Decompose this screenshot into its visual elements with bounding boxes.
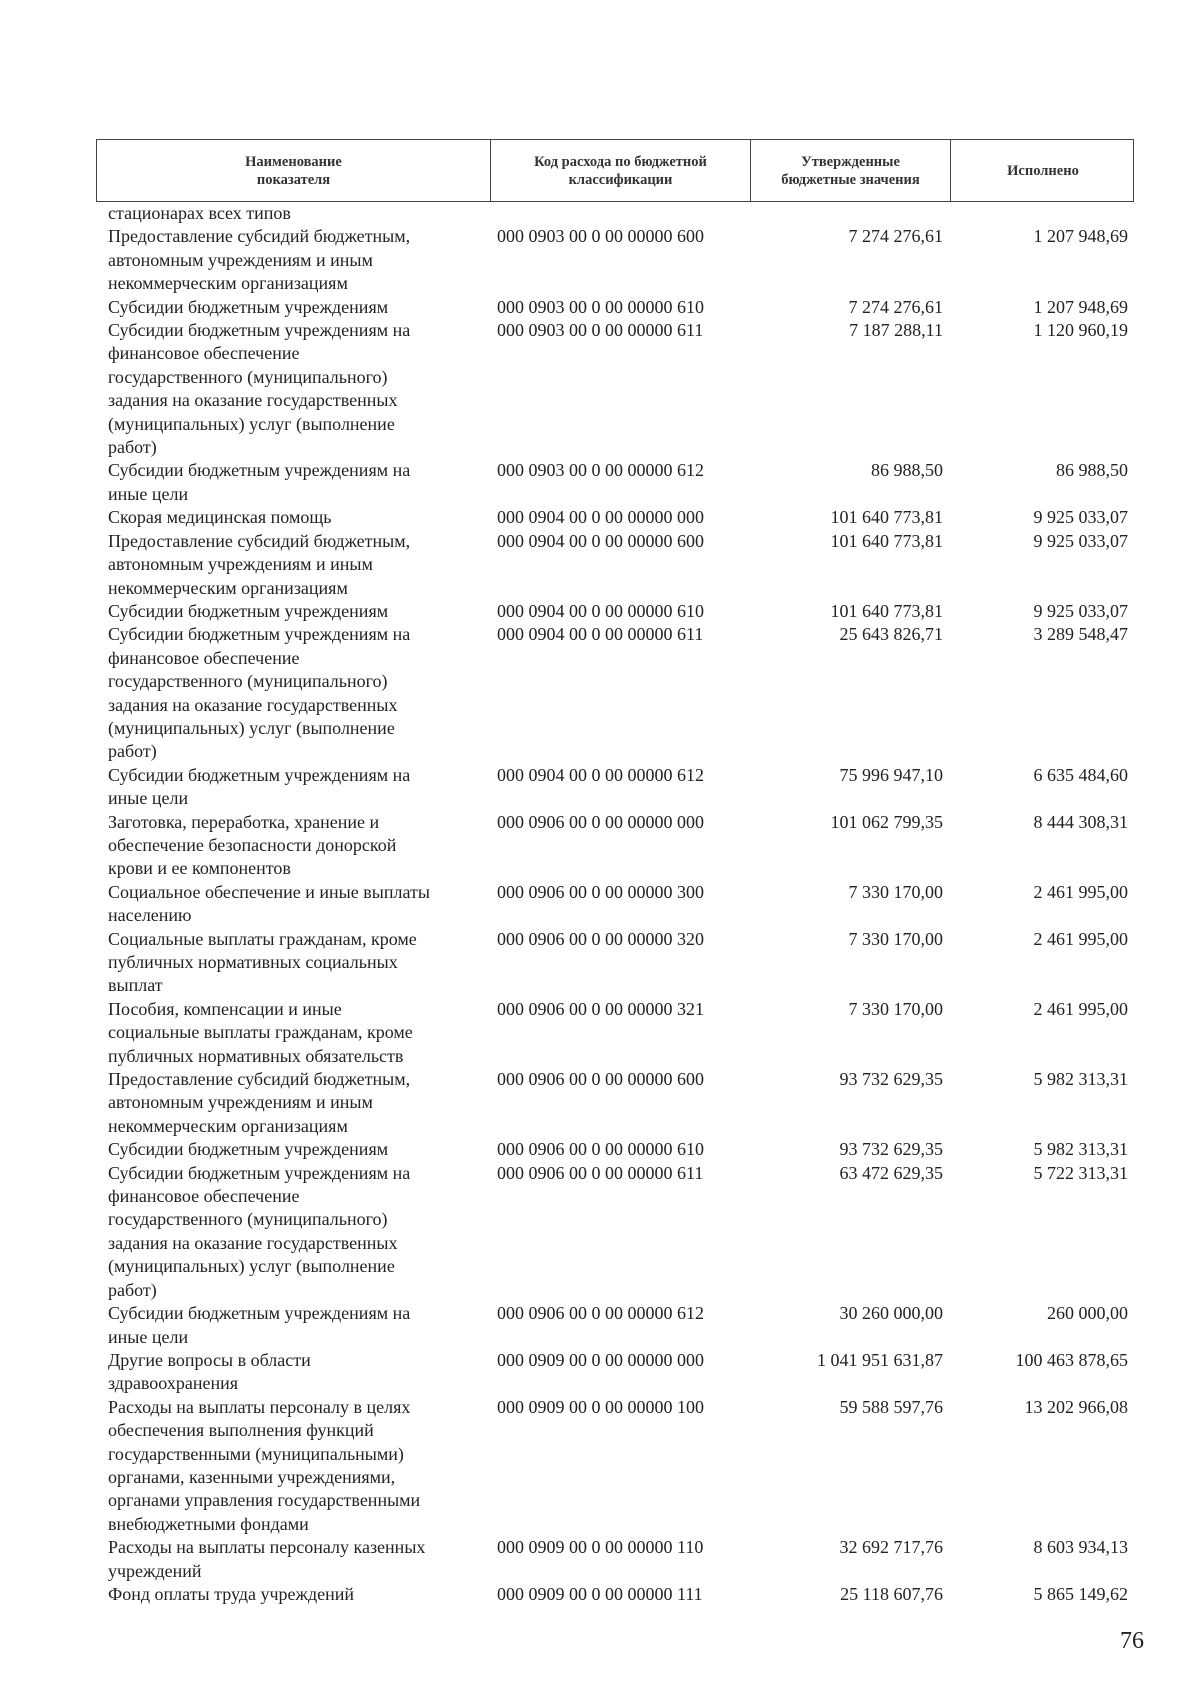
table-row — [96, 1162, 1176, 1302]
table-row — [96, 202, 1176, 225]
row-name-line: обеспечения выполнения функций — [108, 1420, 374, 1441]
row-executed: 1 120 960,19 — [1033, 320, 1128, 341]
row-approved: 7 330 170,00 — [848, 881, 943, 902]
row-code: 000 0904 00 0 00 00000 610 — [497, 600, 704, 621]
row-executed: 2 461 995,00 — [1033, 998, 1128, 1019]
row-name-line: Пособия, компенсации и иные — [108, 998, 342, 1019]
row-approved: 93 732 629,35 — [839, 1069, 943, 1090]
row-approved: 101 640 773,81 — [830, 530, 943, 551]
row-name — [96, 1162, 489, 1302]
row-name-line: Фонд оплаты труда учреждений — [108, 1583, 354, 1604]
table-row — [96, 1536, 1176, 1583]
row-code: 000 0903 00 0 00 00000 610 — [497, 296, 704, 317]
row-name-line: органами управления государственными — [108, 1490, 421, 1511]
header-executed: Исполнено — [950, 140, 1135, 201]
table-row — [96, 1583, 1176, 1606]
row-approved: 101 062 799,35 — [830, 811, 943, 832]
row-name-line: органами, казенными учреждениями, — [108, 1466, 396, 1487]
row-name — [96, 1536, 489, 1583]
row-name-line: финансовое обеспечение — [108, 647, 300, 668]
row-name-line: публичных нормативных обязательств — [108, 1045, 404, 1066]
row-approved: 32 692 717,76 — [839, 1537, 943, 1558]
table-row — [96, 506, 1176, 529]
row-code: 000 0904 00 0 00 00000 611 — [497, 624, 704, 645]
row-code: 000 0904 00 0 00 00000 000 — [497, 507, 704, 528]
row-executed: 9 925 033,07 — [1033, 507, 1128, 528]
row-code: 000 0903 00 0 00 00000 611 — [497, 320, 704, 341]
table-row — [96, 998, 1176, 1068]
row-name-line: Субсидии бюджетным учреждениям на — [108, 320, 411, 341]
row-name-line: задания на оказание государственных — [108, 694, 398, 715]
table-row — [96, 811, 1176, 881]
row-name — [96, 1583, 489, 1606]
row-name-line: Расходы на выплаты персоналу в целях — [108, 1396, 411, 1417]
row-name — [96, 600, 489, 623]
row-name-line: Субсидии бюджетным учреждениям на — [108, 624, 411, 645]
table-row — [96, 600, 1176, 623]
table-row — [96, 459, 1176, 506]
row-name — [96, 623, 489, 763]
table-row — [96, 1138, 1176, 1161]
table-row — [96, 1302, 1176, 1349]
row-name-line: некоммерческим организациям — [108, 1115, 348, 1136]
row-executed: 5 982 313,31 — [1033, 1139, 1128, 1160]
row-name-line: (муниципальных) услуг (выполнение — [108, 413, 395, 434]
row-name-line: государственного (муниципального) — [108, 671, 388, 692]
row-name-line: иные цели — [108, 1326, 189, 1347]
row-name-line: работ) — [108, 1279, 157, 1300]
row-approved: 25 643 826,71 — [839, 624, 943, 645]
row-code: 000 0906 00 0 00 00000 600 — [497, 1069, 704, 1090]
row-name — [96, 1396, 489, 1536]
row-code: 000 0903 00 0 00 00000 600 — [497, 226, 704, 247]
row-name-line: иные цели — [108, 788, 189, 809]
row-executed: 86 988,50 — [1056, 460, 1128, 481]
row-code: 000 0909 00 0 00 00000 111 — [497, 1583, 703, 1604]
row-executed: 5 865 149,62 — [1033, 1583, 1128, 1604]
row-code: 000 0906 00 0 00 00000 320 — [497, 928, 704, 949]
row-name-line: выплат — [108, 975, 163, 996]
row-name-line: социальные выплаты гражданам, кроме — [108, 1022, 413, 1043]
row-name — [96, 764, 489, 811]
row-name-line: Предоставление субсидий бюджетным, — [108, 530, 411, 551]
row-name-line: государственного (муниципального) — [108, 1209, 388, 1230]
row-name — [96, 319, 489, 459]
table-row — [96, 1349, 1176, 1396]
row-name-line: задания на оказание государственных — [108, 390, 398, 411]
row-name-line: Предоставление субсидий бюджетным, — [108, 226, 411, 247]
row-name-line: автономным учреждениям и иным — [108, 554, 373, 575]
row-code — [489, 202, 749, 225]
row-approved: 1 041 951 631,87 — [817, 1349, 943, 1370]
row-name-line: публичных нормативных социальных — [108, 952, 398, 972]
table-body — [96, 202, 1176, 1606]
row-name-line: задания на оказание государственных — [108, 1232, 398, 1253]
row-name-line: Субсидии бюджетным учреждениям на — [108, 764, 411, 785]
row-name-line: крови и ее компонентов — [108, 858, 291, 879]
row-approved: 7 187 288,11 — [849, 320, 943, 341]
row-name-line: Расходы на выплаты персоналу казенных — [108, 1537, 426, 1558]
table-row — [96, 296, 1176, 319]
row-name — [96, 811, 489, 881]
row-code: 000 0906 00 0 00 00000 611 — [497, 1162, 704, 1183]
table-row — [96, 225, 1176, 295]
row-approved: 7 330 170,00 — [848, 998, 943, 1019]
row-name-line: автономным учреждениям и иным — [108, 249, 373, 270]
row-executed: 260 000,00 — [1047, 1303, 1128, 1324]
row-executed: 8 603 934,13 — [1033, 1537, 1128, 1558]
row-approved: 86 988,50 — [871, 460, 943, 481]
row-name — [96, 459, 489, 506]
row-approved: 101 640 773,81 — [830, 600, 943, 621]
row-code: 000 0906 00 0 00 00000 321 — [497, 998, 704, 1019]
row-approved: 93 732 629,35 — [839, 1139, 943, 1160]
row-name — [96, 530, 489, 600]
row-name-line: финансовое обеспечение — [108, 343, 300, 364]
table-row — [96, 881, 1176, 928]
row-executed: 100 463 878,65 — [1015, 1349, 1128, 1370]
row-name-line: финансовое обеспечение — [108, 1186, 300, 1207]
row-code: 000 0903 00 0 00 00000 612 — [497, 460, 704, 481]
row-executed: 13 202 966,08 — [1024, 1396, 1128, 1417]
row-approved: 7 330 170,00 — [848, 928, 943, 949]
row-name-line: внебюджетными фондами — [108, 1513, 309, 1534]
row-name-line: Социальные выплаты гражданам, кроме — [108, 928, 417, 949]
row-executed: 6 635 484,60 — [1033, 764, 1128, 785]
row-name — [96, 881, 489, 928]
row-name-line: некоммерческим организациям — [108, 577, 348, 598]
row-name-line: Субсидии бюджетным учреждениям — [108, 296, 389, 317]
row-name — [96, 506, 489, 529]
row-approved: 30 260 000,00 — [839, 1303, 943, 1324]
row-name-line: Предоставление субсидий бюджетным, — [108, 1069, 411, 1090]
row-executed: 8 444 308,31 — [1033, 811, 1128, 832]
row-code: 000 0904 00 0 00 00000 600 — [497, 530, 704, 551]
row-name-line: Социальное обеспечение и иные выплаты — [108, 881, 430, 902]
row-name — [96, 1068, 489, 1138]
row-code: 000 0906 00 0 00 00000 610 — [497, 1139, 704, 1160]
row-name-line: Заготовка, переработка, хранение и — [108, 811, 380, 832]
row-approved: 7 274 276,61 — [848, 226, 943, 247]
row-code: 000 0904 00 0 00 00000 612 — [497, 764, 704, 785]
row-name-line: (муниципальных) услуг (выполнение — [108, 1256, 395, 1277]
row-name — [96, 928, 489, 998]
row-code: 000 0906 00 0 00 00000 612 — [497, 1303, 704, 1324]
row-name — [96, 225, 489, 295]
table-header — [96, 139, 1134, 202]
row-executed: 5 722 313,31 — [1033, 1162, 1128, 1183]
row-executed: 9 925 033,07 — [1033, 600, 1128, 621]
row-name-line: автономным учреждениям и иным — [108, 1092, 373, 1113]
row-code: 000 0909 00 0 00 00000 100 — [497, 1396, 704, 1417]
row-approved: 25 118 607,76 — [840, 1583, 943, 1604]
row-name-line: иные цели — [108, 483, 189, 504]
row-approved — [749, 202, 949, 225]
row-name-line: здравоохранения — [108, 1373, 239, 1394]
row-name-line: населению — [108, 905, 192, 926]
row-name-line: Субсидии бюджетным учреждениям на — [108, 1303, 411, 1324]
row-name-line: Субсидии бюджетным учреждениям на — [108, 1162, 411, 1183]
table-row — [96, 623, 1176, 763]
row-executed: 1 207 948,69 — [1033, 296, 1128, 317]
row-name — [96, 1138, 489, 1161]
row-approved: 101 640 773,81 — [830, 507, 943, 528]
row-approved: 63 472 629,35 — [839, 1162, 943, 1183]
row-name-line: Субсидии бюджетным учреждениям — [108, 1139, 389, 1160]
table-row — [96, 1068, 1176, 1138]
table-row — [96, 1396, 1176, 1536]
row-executed — [949, 202, 1134, 225]
header-approved: Утвержденные бюджетные значения — [750, 140, 950, 201]
row-name-line: стационарах всех типов — [108, 203, 291, 223]
row-executed: 5 982 313,31 — [1033, 1069, 1128, 1090]
row-approved: 59 588 597,76 — [839, 1396, 943, 1417]
row-code: 000 0906 00 0 00 00000 000 — [497, 811, 704, 832]
table-row — [96, 319, 1176, 459]
row-name-line: некоммерческим организациям — [108, 273, 348, 294]
table-row — [96, 764, 1176, 811]
row-name — [96, 998, 489, 1068]
page-number: 76 — [1120, 1628, 1144, 1654]
row-name — [96, 202, 489, 225]
row-name — [96, 1302, 489, 1349]
row-name-line: государственного (муниципального) — [108, 366, 388, 387]
header-code: Код расхода по бюджетной классификации — [490, 140, 750, 201]
row-approved: 7 274 276,61 — [848, 296, 943, 317]
row-executed: 1 207 948,69 — [1033, 226, 1128, 247]
row-executed: 9 925 033,07 — [1033, 530, 1128, 551]
table-row — [96, 530, 1176, 600]
row-code: 000 0909 00 0 00 00000 000 — [497, 1349, 704, 1370]
row-name-line: работ) — [108, 741, 157, 762]
row-code: 000 0909 00 0 00 00000 110 — [497, 1537, 704, 1558]
row-name-line: государственными (муниципальными) — [108, 1443, 404, 1464]
row-approved: 75 996 947,10 — [839, 764, 943, 785]
row-name — [96, 1349, 489, 1396]
row-executed: 2 461 995,00 — [1033, 928, 1128, 949]
table-row — [96, 928, 1176, 998]
row-executed: 3 289 548,47 — [1033, 624, 1128, 645]
row-name-line: обеспечение безопасности донорской — [108, 834, 397, 855]
row-name-line: работ) — [108, 437, 157, 458]
row-name-line: Субсидии бюджетным учреждениям на — [108, 460, 411, 481]
row-name-line: Скорая медицинская помощь — [108, 507, 332, 528]
row-name — [96, 296, 489, 319]
row-name-line: Другие вопросы в области — [108, 1349, 311, 1370]
header-name: Наименование показателя — [245, 153, 342, 188]
row-name-line: учреждений — [108, 1560, 202, 1581]
row-executed: 2 461 995,00 — [1033, 881, 1128, 902]
row-name-line: (муниципальных) услуг (выполнение — [108, 717, 395, 738]
row-name-line: Субсидии бюджетным учреждениям — [108, 600, 389, 621]
row-code: 000 0906 00 0 00 00000 300 — [497, 881, 704, 902]
